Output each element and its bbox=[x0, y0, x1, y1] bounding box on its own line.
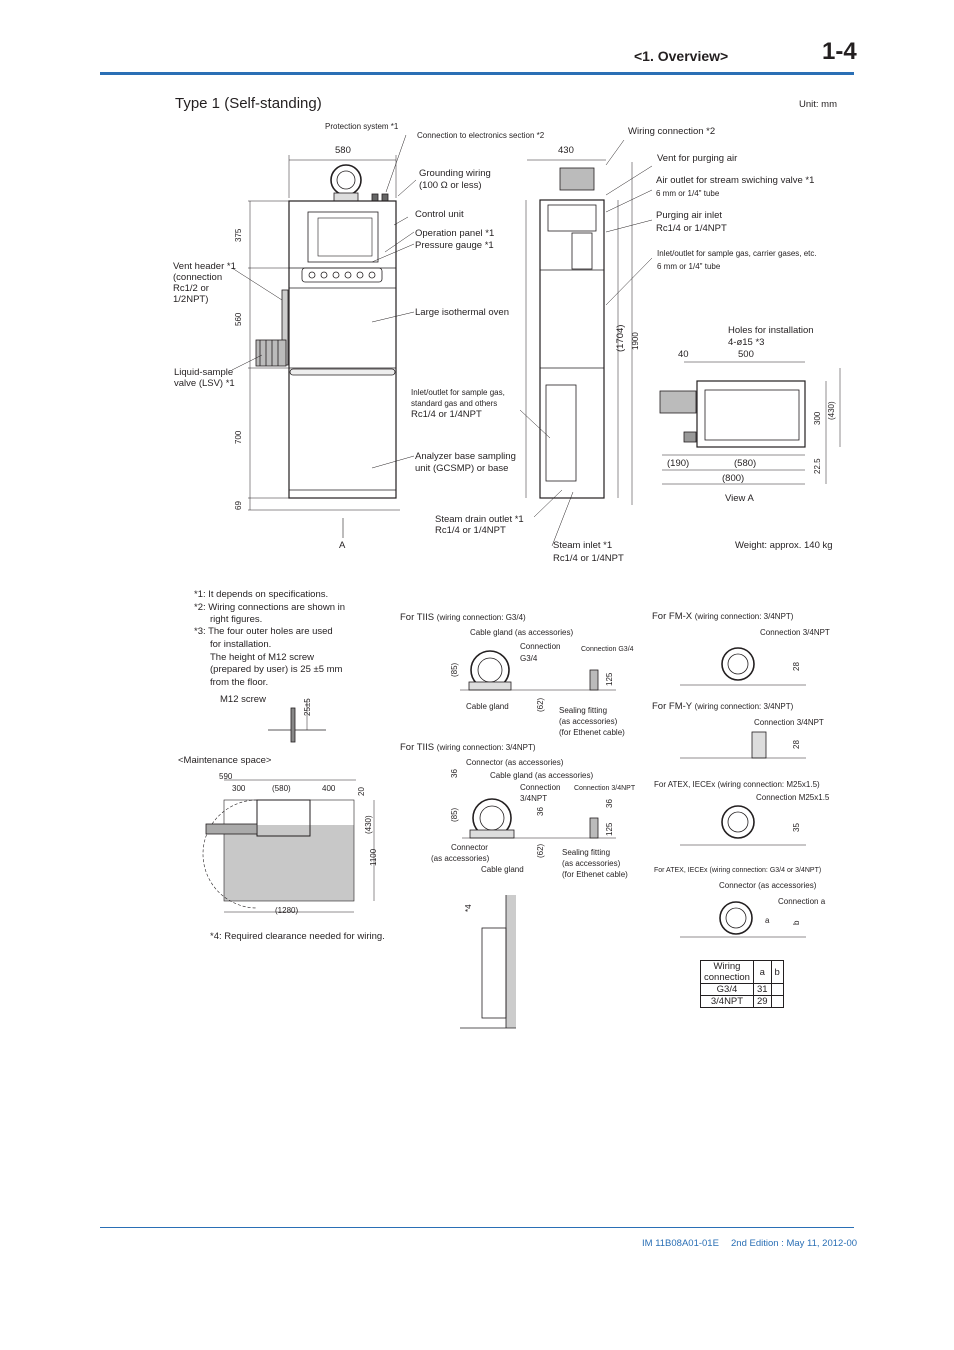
tiis-npt-d36b: 36 bbox=[536, 807, 545, 816]
tiis-npt-cable-gland: Cable gland bbox=[481, 865, 524, 874]
tiis-npt-connector-acc: Connector (as accessories) bbox=[466, 758, 564, 767]
table-cell: 29 bbox=[753, 996, 771, 1008]
dim-front-width: 580 bbox=[335, 145, 351, 156]
label-conn-electronics: Connection to electronics section *2 bbox=[417, 131, 545, 140]
label-grounding: Grounding wiring bbox=[419, 168, 491, 179]
tiis-npt-connection: Connection bbox=[520, 783, 561, 792]
label-pressure-gauge: Pressure gauge *1 bbox=[415, 240, 494, 251]
label-lsv: Liquid-sample bbox=[174, 367, 234, 378]
tiis-g34-cable-gland: Cable gland bbox=[466, 702, 509, 711]
table-row bbox=[701, 984, 784, 996]
tiis-npt-sealing: Sealing fitting bbox=[562, 848, 611, 857]
atex2-title bbox=[654, 865, 821, 876]
dim-va-430: (430) bbox=[827, 401, 836, 420]
atex1-conn: Connection M25x1.5 bbox=[756, 793, 830, 802]
dim-h2: 560 bbox=[234, 312, 243, 326]
note-3b: for installation. bbox=[210, 639, 272, 650]
atex2-title-main: For ATEX, IECEx bbox=[654, 867, 708, 874]
label-purge-inlet-2: Rc1/4 or 1/4NPT bbox=[656, 223, 727, 234]
note-3a: *3: The four outer holes are used bbox=[194, 626, 333, 637]
fmy-title-sub: (wiring connection: 3/4NPT) bbox=[694, 702, 794, 711]
label-wiring-conn: Wiring connection *2 bbox=[628, 126, 716, 137]
tiis-npt-d36a: 36 bbox=[450, 769, 459, 778]
tiis-npt-title-main: For TIIS bbox=[400, 742, 435, 753]
maintenance-drawing bbox=[203, 780, 374, 912]
label-inlet-carrier: Inlet/outlet for sample gas, carrier gases, etc. bbox=[657, 249, 817, 258]
dim-va-40: 40 bbox=[678, 349, 689, 360]
figure-title: Type 1 (Self-standing) bbox=[175, 95, 322, 112]
dim-va-300: 300 bbox=[813, 411, 822, 425]
atex2-da: a bbox=[765, 916, 770, 925]
fmx-drawing bbox=[680, 648, 806, 685]
table-header-wiring-2: connection bbox=[704, 972, 750, 983]
label-grounding-2: (100 Ω or less) bbox=[419, 180, 482, 191]
label-steam-drain: Steam drain outlet *1 bbox=[435, 514, 524, 525]
table-cell: 31 bbox=[753, 984, 771, 996]
dim-va-500: 500 bbox=[738, 349, 754, 360]
tiis-g34-g34: G3/4 bbox=[520, 654, 538, 663]
atex2-conn-a: Connection a bbox=[778, 897, 826, 906]
footer-doc: IM 11B08A01-01E bbox=[642, 1238, 719, 1249]
dim-m-580: (580) bbox=[272, 784, 291, 793]
table-cell bbox=[771, 984, 783, 996]
tiis-g34-conn: Connection G3/4 bbox=[581, 646, 634, 653]
label-purge-inlet: Purging air inlet bbox=[656, 210, 723, 221]
fmy-drawing bbox=[680, 732, 806, 758]
label-vent-header: Vent header *1 bbox=[173, 261, 236, 272]
label-air-outlet: Air outlet for stream swiching valve *1 bbox=[656, 175, 815, 186]
tiis-g34-d85: (85) bbox=[450, 662, 459, 677]
label-vent-purge: Vent for purging air bbox=[657, 153, 738, 164]
note-3d: (prepared by user) is 25 ±5 mm bbox=[210, 664, 343, 675]
note-2a: *2: Wiring connections are shown in bbox=[194, 602, 346, 613]
tiis-npt-conn: Connection 3/4NPT bbox=[574, 785, 636, 792]
dim-m-1280: (1280) bbox=[275, 906, 299, 915]
label-vent-header-2: (connection bbox=[173, 272, 223, 283]
table-cell: 3/4NPT bbox=[701, 996, 754, 1008]
atex1-title-main: For ATEX, IECEx bbox=[654, 780, 716, 789]
note-2b: right figures. bbox=[210, 614, 263, 625]
label-control-unit: Control unit bbox=[415, 209, 464, 220]
label-inlet-carrier-2: 6 mm or 1/4" tube bbox=[657, 262, 721, 271]
dim-m-1100: 1100 bbox=[369, 848, 378, 866]
tiis-g34-sealing: Sealing fitting bbox=[559, 706, 608, 715]
label-large-oven: Large isothermal oven bbox=[415, 307, 509, 318]
atex2-db: b bbox=[792, 920, 801, 925]
note-1: *1: It depends on specifications. bbox=[194, 589, 329, 600]
tiis-npt-d85: (85) bbox=[450, 807, 459, 822]
tiis-g34-title-sub: (wiring connection: G3/4) bbox=[436, 613, 526, 622]
fmx-d28: 28 bbox=[792, 662, 801, 671]
atex2-connector: Connector (as accessories) bbox=[719, 881, 817, 890]
footer-edition: 2nd Edition : May 11, 2012-00 bbox=[731, 1238, 858, 1249]
note-3e: from the floor. bbox=[210, 677, 269, 688]
dim-m-590: 590 bbox=[219, 772, 233, 781]
label-steam-drain-2: Rc1/4 or 1/4NPT bbox=[435, 525, 506, 536]
tiis-npt-title bbox=[400, 742, 536, 753]
tiis-g34-title bbox=[400, 612, 526, 623]
atex-g34-drawing bbox=[680, 902, 806, 937]
fmy-title-main: For FM-Y bbox=[652, 701, 692, 712]
atex-m25-drawing bbox=[680, 806, 806, 845]
table-row bbox=[701, 961, 784, 984]
tiis-npt-connector-2: (as accessories) bbox=[431, 854, 490, 863]
label-steam-inlet: Steam inlet *1 bbox=[553, 540, 613, 551]
label-view-a: View A bbox=[725, 493, 754, 504]
table-header-wiring-1: Wiring bbox=[713, 961, 741, 972]
label-vent-header-3: Rc1/2 or bbox=[173, 283, 209, 294]
label-holes: Holes for installation bbox=[728, 325, 814, 336]
label-vent-header-4: 1/2NPT) bbox=[173, 294, 209, 305]
fmx-conn: Connection 3/4NPT bbox=[760, 628, 830, 637]
label-inlet-sample-3: Rc1/4 or 1/4NPT bbox=[411, 409, 482, 420]
table-header-wiring bbox=[701, 961, 754, 984]
tiis-g34-title-main: For TIIS bbox=[400, 612, 435, 623]
front-view-drawing bbox=[232, 135, 416, 538]
tiis-g34-cable-gland-acc: Cable gland (as accessories) bbox=[470, 628, 574, 637]
label-arrow-a: A bbox=[339, 540, 346, 551]
dim-va-190: (190) bbox=[667, 458, 690, 469]
dim-side-width: 430 bbox=[558, 145, 574, 156]
label-m12: M12 screw bbox=[220, 694, 266, 705]
dim-va-22: 22.5 bbox=[813, 458, 822, 474]
tiis-g34-sealing-3: (for Ethenet cable) bbox=[559, 728, 625, 737]
dim-25: 25±5 bbox=[303, 698, 312, 716]
dim-va-580: (580) bbox=[734, 458, 757, 469]
dim-side-1900: 1900 bbox=[631, 332, 640, 350]
dim-h1: 375 bbox=[234, 228, 243, 242]
label-operation-panel: Operation panel *1 bbox=[415, 228, 495, 239]
fmy-d28: 28 bbox=[792, 740, 801, 749]
atex1-title-sub: (wiring connection: M25x1.5) bbox=[717, 780, 820, 789]
tiis-npt-sealing-2: (as accessories) bbox=[562, 859, 621, 868]
fmy-conn: Connection 3/4NPT bbox=[754, 718, 824, 727]
dim-m-430: (430) bbox=[364, 815, 373, 834]
label-steam-inlet-2: Rc1/4 or 1/4NPT bbox=[553, 553, 624, 564]
tiis-npt-d125: 125 bbox=[605, 822, 614, 836]
label-weight: Weight: approx. 140 kg bbox=[735, 540, 833, 551]
fmx-title-sub: (wiring connection: 3/4NPT) bbox=[694, 612, 794, 621]
label-inlet-sample: Inlet/outlet for sample gas, bbox=[411, 388, 505, 397]
section-title: <1. Overview> bbox=[634, 48, 729, 64]
tiis-npt-connector: Connector bbox=[451, 843, 488, 852]
note-3c: The height of M12 screw bbox=[210, 652, 315, 663]
fmx-title bbox=[652, 611, 793, 622]
tiis-g34-sealing-2: (as accessories) bbox=[559, 717, 618, 726]
dim-h3: 700 bbox=[234, 430, 243, 444]
fmy-title bbox=[652, 701, 793, 712]
label-inlet-sample-2: standard gas and others bbox=[411, 399, 498, 408]
table-header-b: b bbox=[771, 961, 783, 984]
tiis-npt-npt: 3/4NPT bbox=[520, 794, 548, 803]
m12-screw-drawing bbox=[268, 700, 326, 742]
dim-side-1704: (1704) bbox=[615, 324, 626, 352]
atex2-title-sub: (wiring connection: G3/4 or 3/4NPT) bbox=[709, 867, 822, 874]
table-header-a: a bbox=[753, 961, 771, 984]
table-cell: G3/4 bbox=[701, 984, 754, 996]
label-star4: *4 bbox=[464, 904, 473, 912]
tiis-npt-drawing bbox=[462, 799, 616, 838]
fmx-title-main: For FM-X bbox=[652, 611, 693, 622]
tiis-g34-connection: Connection bbox=[520, 642, 561, 651]
label-analyzer-base-2: unit (GCSMP) or base bbox=[415, 463, 509, 474]
label-air-outlet-2: 6 mm or 1/4" tube bbox=[656, 189, 720, 198]
label-holes-2: 4-ø15 *3 bbox=[728, 337, 765, 348]
dim-m-300: 300 bbox=[232, 784, 246, 793]
tiis-npt-cable-gland-acc: Cable gland (as accessories) bbox=[490, 771, 594, 780]
tiis-npt-title-sub: (wiring connection: 3/4NPT) bbox=[436, 743, 536, 752]
note-4: *4: Required clearance needed for wiring. bbox=[210, 931, 385, 942]
dim-h4: 69 bbox=[234, 501, 243, 510]
table-row bbox=[701, 996, 784, 1008]
label-protection: Protection system *1 bbox=[325, 122, 399, 131]
tiis-g34-d62: (62) bbox=[536, 697, 545, 712]
page-number: 1-4 bbox=[822, 38, 857, 65]
label-lsv-2: valve (LSV) *1 bbox=[174, 378, 235, 389]
dim-va-800: (800) bbox=[722, 473, 745, 484]
tiis-npt-d62: (62) bbox=[536, 843, 545, 858]
table-cell bbox=[771, 996, 783, 1008]
label-analyzer-base: Analyzer base sampling bbox=[415, 451, 516, 462]
unit-label: Unit: mm bbox=[799, 99, 837, 110]
tiis-g34-drawing bbox=[460, 651, 616, 690]
dim-m-400: 400 bbox=[322, 784, 336, 793]
atex1-title bbox=[654, 779, 820, 790]
footer-rule bbox=[100, 1227, 854, 1228]
maintenance-title: <Maintenance space> bbox=[178, 755, 272, 766]
tiis-g34-d125: 125 bbox=[605, 672, 614, 686]
atex1-d35: 35 bbox=[792, 823, 801, 832]
clearance-drawing bbox=[460, 895, 516, 1028]
dim-m-20: 20 bbox=[357, 787, 366, 796]
tiis-npt-sealing-3: (for Ethenet cable) bbox=[562, 870, 628, 879]
wiring-table bbox=[700, 960, 784, 1008]
tiis-npt-d36c: 36 bbox=[605, 799, 614, 808]
